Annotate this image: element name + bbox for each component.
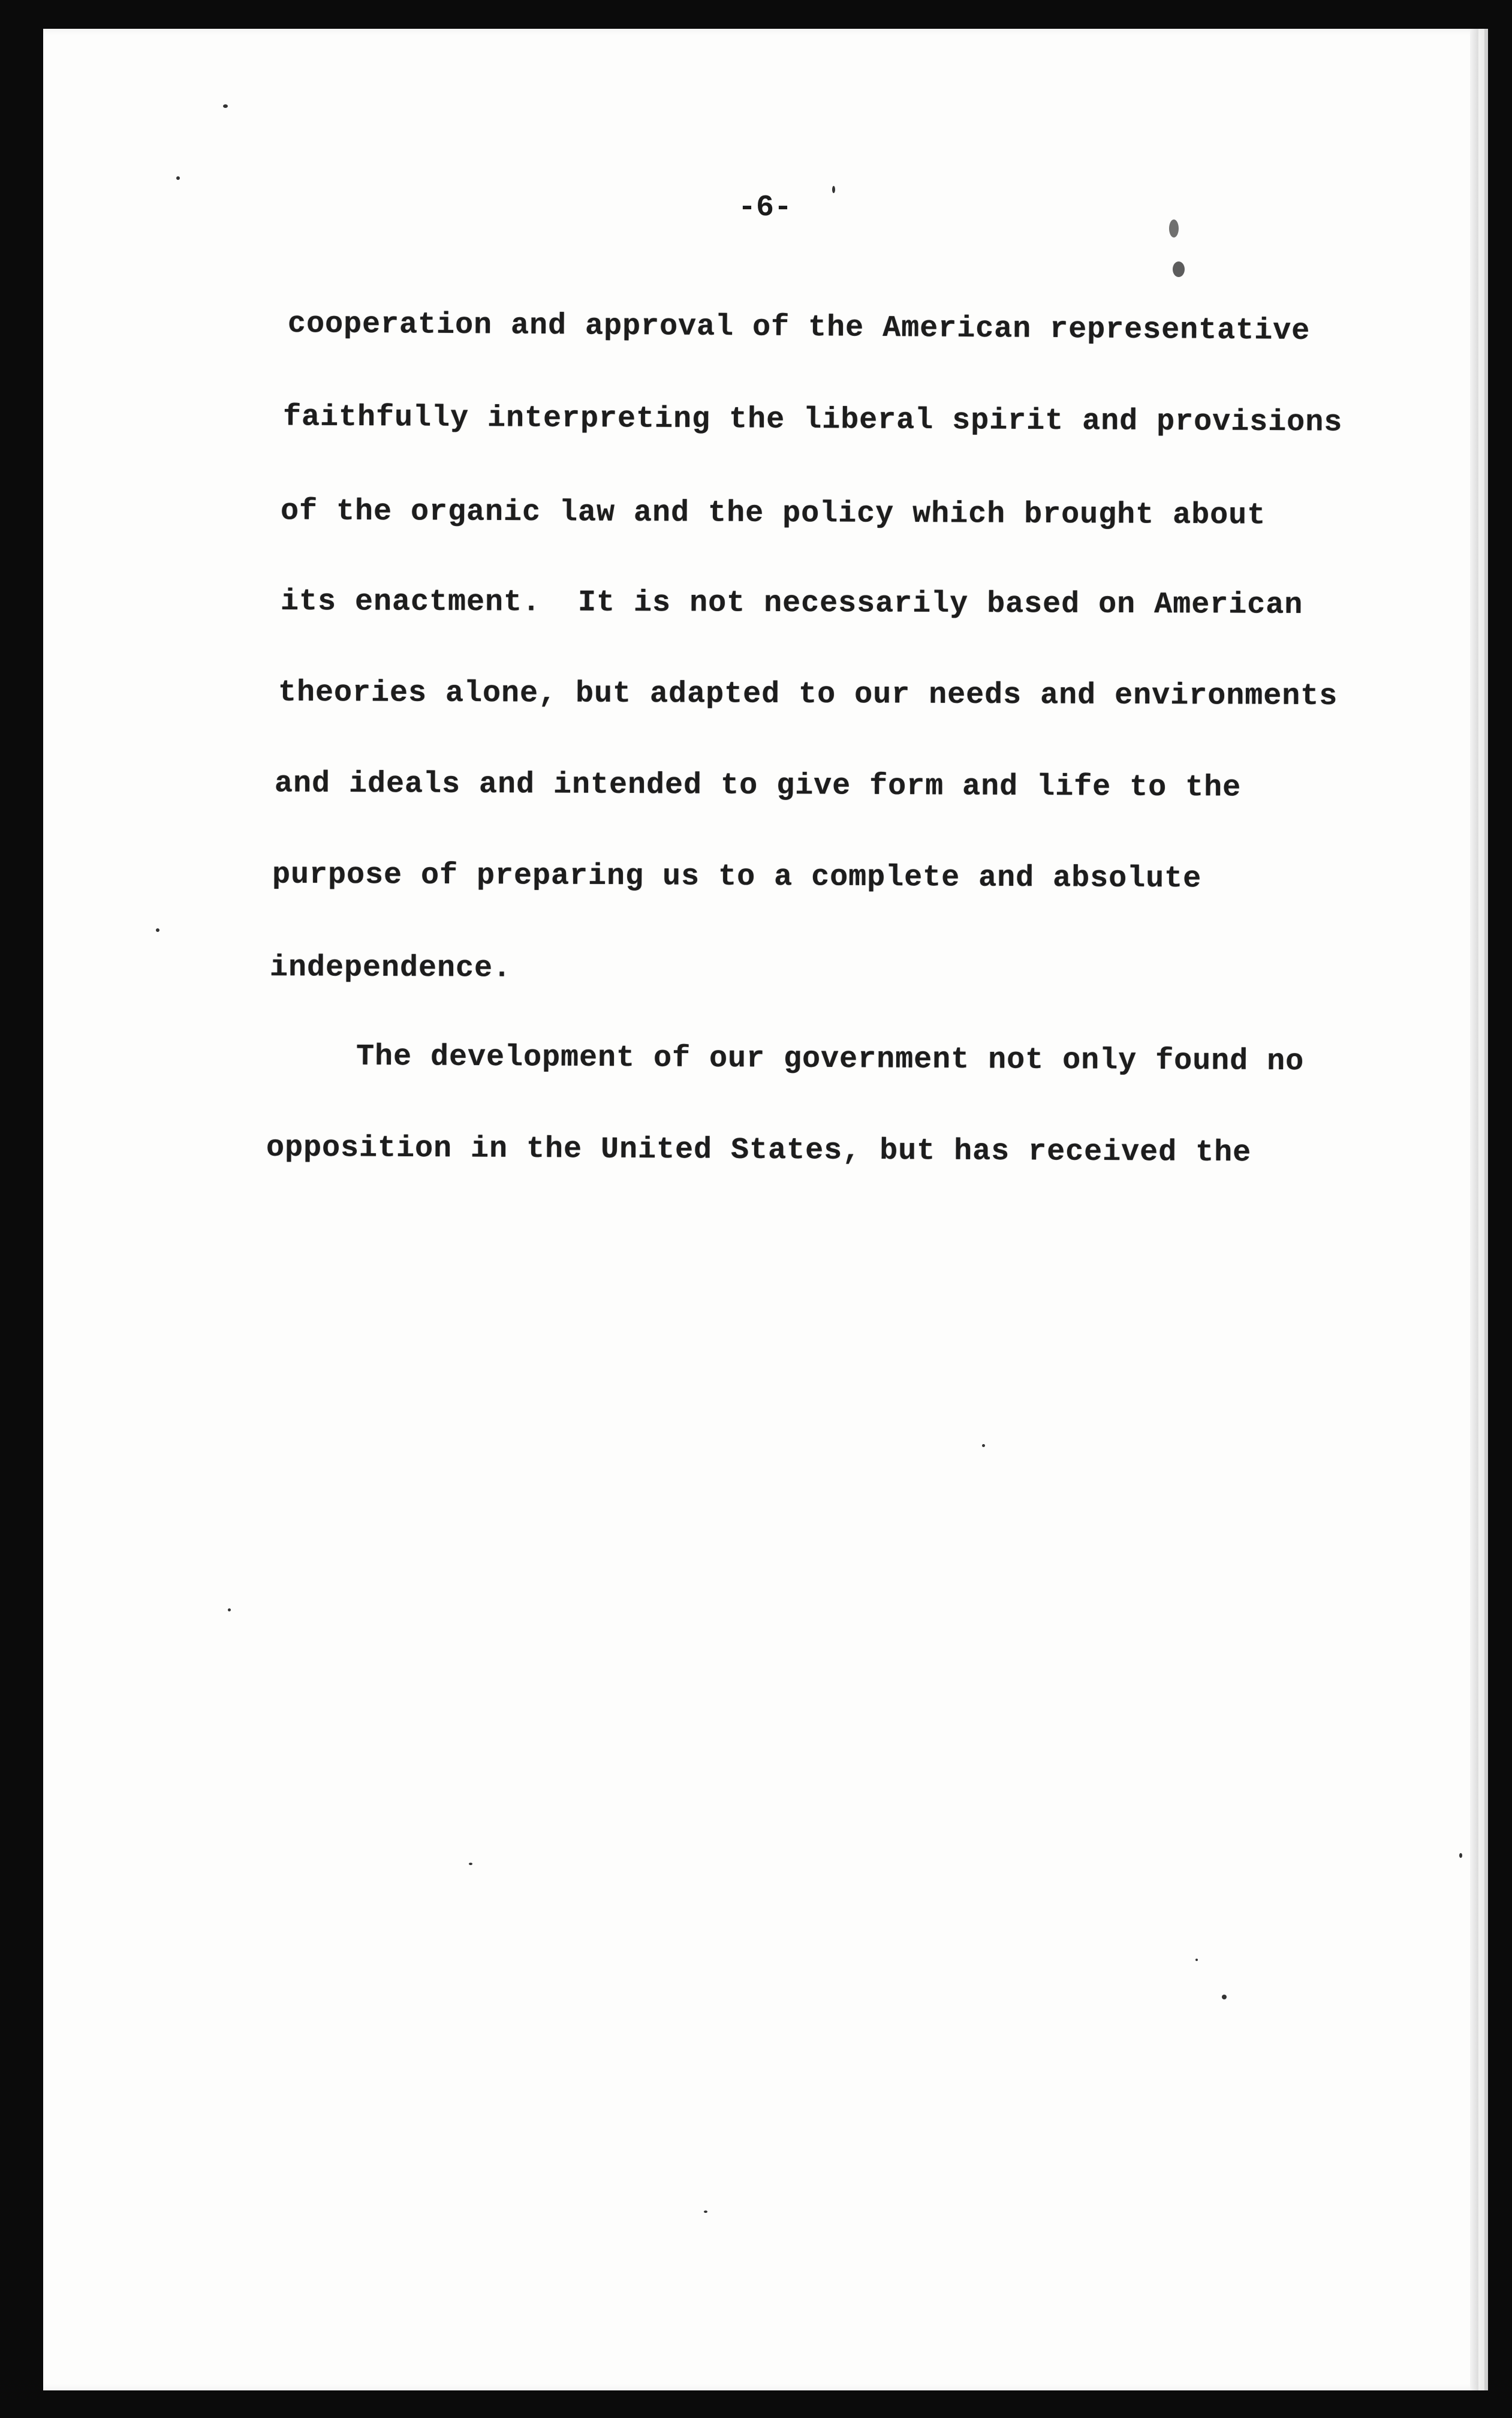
scan-speck [1459,1853,1462,1858]
text-line: of the organic law and the policy which brought about [280,494,1266,533]
text-line: opposition in the United States, but has received the [266,1130,1252,1171]
page-number: -6- [737,191,792,225]
scan-speck [228,1608,231,1611]
text-line: independence. [269,951,512,986]
text-line: cooperation and approval of the American representative [287,307,1311,348]
scan-speck [469,1863,472,1865]
scan-speck [156,928,159,932]
scan-speck [223,104,228,108]
scan-speck [1222,1995,1227,1999]
text-line: its enactment. It is not necessarily based on American [280,585,1303,622]
text-line: purpose of preparing us to a complete and absolute [272,858,1202,897]
text-line: theories alone, but adapted to our needs and environments [278,675,1338,714]
scan-speck [704,2211,707,2213]
text-line: faithfully interpreting the liberal spirit and provisions [282,400,1343,440]
scan-speck [982,1444,985,1447]
scan-speck [1195,1959,1198,1961]
scan-speck [832,186,835,193]
scan-speck [176,176,180,180]
body-text [43,29,1484,2390]
text-line: The development of our government not only found no [356,1039,1305,1079]
text-line: and ideals and intended to give form and life to the [274,766,1242,805]
scan-speck [1173,261,1185,277]
scan-speck [1169,219,1179,237]
document-page [43,29,1488,2390]
